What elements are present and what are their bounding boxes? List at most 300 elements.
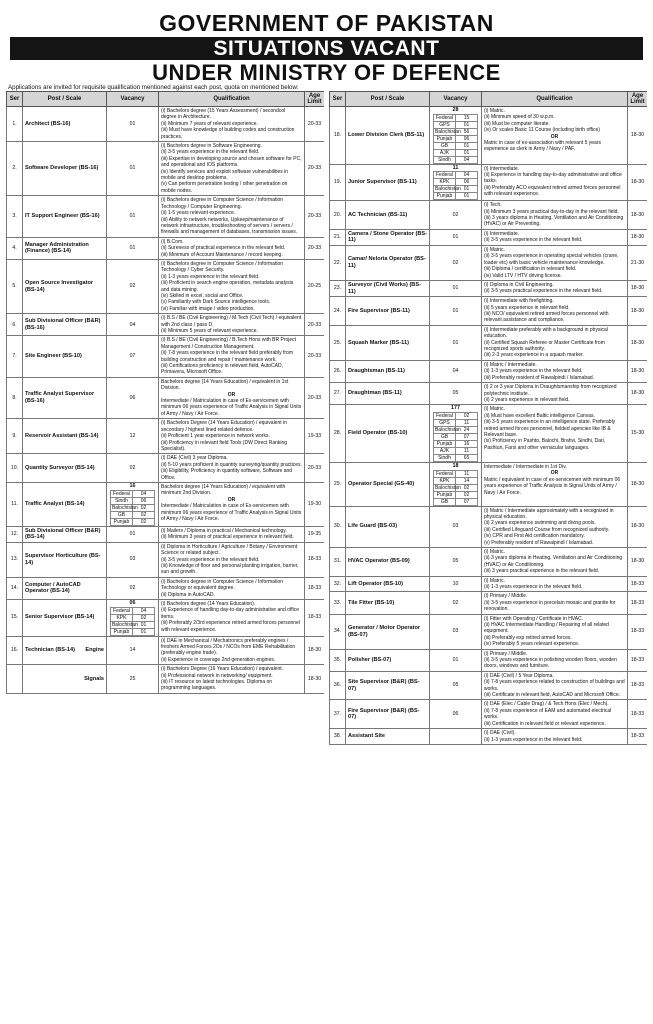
quota-count: 01 bbox=[455, 193, 477, 200]
table-row bbox=[330, 297, 648, 326]
qualification-cell bbox=[482, 700, 628, 729]
age-limit: 15-30 bbox=[628, 405, 648, 463]
quota-region: Sindh bbox=[433, 156, 455, 163]
serial-number: 31. bbox=[330, 547, 346, 576]
quota-row bbox=[433, 484, 477, 491]
quota-count: 01 bbox=[455, 149, 477, 156]
post-title: Sub Divisional Officer (B&R) (BS-16) bbox=[23, 314, 107, 336]
table-row bbox=[330, 281, 648, 297]
vacancy-count: 06 bbox=[107, 377, 159, 418]
quota-count: 04 bbox=[132, 607, 154, 614]
qualification-line: (iii) Ability to network networks, Upkeep/maintenance of network infrastructure, troubleshooting of servers / servers / firewalls and management of databases, transmission issues. bbox=[161, 216, 298, 236]
table-row bbox=[7, 196, 325, 237]
qualification-line: (iii) Proficiency in relevant field Tools (DW Direct Ranking Specialist). bbox=[161, 439, 288, 452]
quota-count: 01 bbox=[132, 621, 154, 628]
qualification-cell bbox=[159, 542, 305, 577]
qualification-line: Bachelors degree (14 Years Education) / equivalent with minimum 2nd Division. bbox=[161, 483, 286, 497]
age-limit: 18-30 bbox=[628, 547, 648, 576]
qualification-cell bbox=[159, 142, 305, 196]
post-title: IT Support Engineer (BS-16) bbox=[23, 196, 107, 237]
age-limit: 18-33 bbox=[628, 671, 648, 700]
quota-count: 06 bbox=[455, 179, 477, 186]
qualification-cell bbox=[482, 592, 628, 614]
quota-count: 14 bbox=[455, 477, 477, 484]
serial-number: 14. bbox=[7, 577, 23, 599]
qualification-line: (iii) Minimum of Account Maintenance / record keeping. bbox=[161, 251, 283, 258]
qualification-cell bbox=[482, 281, 628, 297]
qualification-line: (iii) Expertise in developing source and chosen software for PC, and operational and IOS platforms. bbox=[161, 155, 302, 169]
quota-row bbox=[433, 447, 477, 454]
right-column bbox=[329, 91, 647, 1019]
quota-count: 16 bbox=[455, 440, 477, 447]
post-title: Site Supervisor (B&R) (BS-07) bbox=[346, 671, 430, 700]
quota-row bbox=[433, 156, 477, 163]
table-row bbox=[330, 246, 648, 281]
qualification-line: (ii) Minimum speed of 30 w.p.m. bbox=[484, 114, 555, 121]
qualification-line: (iv) Proficiency in Pashto, Balochi, Brahvi, Sindhi, Dari, Pashtun, Farsi and other vernacular languages. bbox=[484, 438, 606, 451]
qualification-line: (ii) Diploma in AutoCAD. bbox=[161, 591, 215, 598]
table-row bbox=[7, 237, 325, 259]
quota-count: 04 bbox=[455, 172, 477, 179]
age-limit: 18-33 bbox=[628, 592, 648, 614]
qualification-line: (ii) 3-5 years experience in operating special vehicles (crane, loader etc) with basic vehicle maintenance knowledge. bbox=[484, 253, 619, 266]
serial-number: 33. bbox=[330, 592, 346, 614]
post-title: Reservoir Assistant (BS-14) bbox=[23, 419, 107, 454]
vacancy-count: 01 bbox=[107, 237, 159, 259]
quota-count: 11 bbox=[455, 470, 477, 477]
qualification-line: (iii) 3 years diploma in Heating, Ventilation and Air Conditioning (HVAC) or Air Preventing. bbox=[484, 215, 624, 228]
vacancy-count: 12 bbox=[107, 419, 159, 454]
qualification-line: (ii) 3-5 years experience in polishing wooden floors, wooden doors, windows and furniture. bbox=[484, 657, 617, 670]
vacancy-count: 10 bbox=[430, 576, 482, 592]
qualification-line: (iv) Valid LTV / HTV driving license. bbox=[484, 272, 562, 279]
serial-number: 36. bbox=[330, 671, 346, 700]
vacancy-count: 02 bbox=[430, 246, 482, 281]
quota-row bbox=[433, 426, 477, 433]
vacancy-total: 06 bbox=[129, 599, 136, 606]
quota-count: 11 bbox=[455, 419, 477, 426]
serial-number: 11. bbox=[7, 482, 23, 526]
table-row bbox=[330, 383, 648, 405]
quota-count: 01 bbox=[455, 121, 477, 128]
quota-region: Punjab bbox=[110, 518, 132, 525]
qualification-line: (iii) Certified Lifeguard Course from recognized authority. bbox=[484, 526, 610, 533]
serial-number: 32. bbox=[330, 576, 346, 592]
quota-region: Sindh bbox=[433, 454, 455, 461]
qualification-line: (i) Fitter with Operating / Certificate in HVAC. bbox=[484, 615, 584, 622]
serial-number: 22. bbox=[330, 246, 346, 281]
qualification-line: (i) Bachelors degree in Computer Science / Information Technology / Cyber Security. bbox=[161, 260, 284, 274]
qualification-line: (i) Diploma in Civil Engineering. bbox=[484, 282, 554, 289]
quota-row bbox=[433, 114, 477, 121]
serial-number: 18. bbox=[330, 107, 346, 165]
header-ministry: UNDER MINISTRY OF DEFENCE bbox=[152, 60, 501, 85]
qualification-line: (iii) Must be computer literate. bbox=[484, 120, 550, 127]
quota-count: 24 bbox=[455, 426, 477, 433]
qualification-line: (i) Matric. bbox=[484, 548, 505, 555]
quota-table bbox=[110, 607, 155, 636]
qualification-line: (ii) 7-8 years experience in the relevant field preferably from building construction and repair / maintenance work. bbox=[161, 350, 294, 363]
qualification-cell bbox=[159, 336, 305, 377]
qualification-line: (iii) 3-5 years experience in an intelligence state. Preferably retired armed forces personnel, fielded agencies like IB & Relevant base. bbox=[484, 419, 616, 438]
qualification-cell bbox=[159, 377, 305, 418]
qualification-line: (i) Intermediate. bbox=[484, 230, 520, 237]
qualification-line: (vi) Familiar with image / video production. bbox=[161, 305, 255, 312]
post-title: Lift Operator (BS-10) bbox=[346, 576, 430, 592]
quota-table bbox=[433, 470, 478, 506]
age-limit: 20-33 bbox=[305, 336, 325, 377]
vacancy-count bbox=[430, 462, 482, 506]
quota-table bbox=[110, 490, 155, 526]
qualification-line: (i) Intermediate with firefighting. bbox=[484, 298, 554, 305]
post-subtype: Engine bbox=[85, 647, 104, 654]
quota-region: Punjab bbox=[433, 491, 455, 498]
vacancy-count: 02 bbox=[107, 577, 159, 599]
age-limit: 18-33 bbox=[628, 700, 648, 729]
quota-region: Federal bbox=[110, 490, 132, 497]
qualification-cell bbox=[482, 405, 628, 463]
table-body-left bbox=[7, 107, 325, 694]
vacancy-count: 14 bbox=[107, 636, 159, 665]
serial-number: 35. bbox=[330, 649, 346, 671]
quota-region: Punjab bbox=[433, 135, 455, 142]
quota-region: Balochistan bbox=[434, 426, 461, 433]
quota-count: 65 bbox=[455, 454, 477, 461]
table-row bbox=[330, 649, 648, 671]
serial-number: 30. bbox=[330, 506, 346, 547]
quota-row bbox=[433, 121, 477, 128]
qualification-line: (i) Intermediate preferably with a background in physical education. bbox=[484, 326, 608, 340]
age-limit: 18-30 bbox=[628, 325, 648, 360]
quota-row bbox=[433, 491, 477, 498]
qualification-line: (i) Matric / Intermediate approximately with a recognized in physical education. bbox=[484, 507, 614, 520]
table-row bbox=[330, 229, 648, 245]
quota-region: KPK bbox=[433, 477, 455, 484]
vacancy-total: 11 bbox=[452, 164, 459, 171]
post-title: Traffic Analyst Supervisor (BS-16) bbox=[23, 377, 107, 418]
quota-region: Federal bbox=[110, 607, 132, 614]
qualification-line: (i) Bachelors Degree (16 Years Education) / equivalent. bbox=[161, 666, 284, 673]
table-row bbox=[7, 377, 325, 418]
vacancy-count bbox=[430, 405, 482, 463]
qualification-line: (ii) 3-5 years experience in the relevant field. bbox=[161, 149, 260, 156]
table-row bbox=[330, 614, 648, 649]
age-limit: 18-33 bbox=[305, 542, 325, 577]
qualification-line: (ii) 3-5 years practical experience in the relevant field. bbox=[484, 288, 603, 295]
quota-region: GPS bbox=[433, 419, 455, 426]
qualification-line: (i) Matric. bbox=[484, 577, 505, 584]
serial-number: 6. bbox=[7, 314, 23, 336]
quota-row bbox=[433, 454, 477, 461]
serial-number: 24. bbox=[330, 297, 346, 326]
qualification-cell bbox=[482, 297, 628, 326]
qualification-line: Intermediate / Matriculation in case of Ex-servicemen with minimum 06 years experience of Traffic Analysis in Signal Units of Army / Navy / Air Force. bbox=[161, 503, 302, 522]
col-header-sr: Ser bbox=[330, 92, 346, 107]
vacancy-total: 16 bbox=[129, 482, 136, 489]
quota-region: AJK bbox=[433, 447, 455, 454]
post-title: Camar/ Neloria Operator (BS-11) bbox=[346, 246, 430, 281]
serial-number: 7. bbox=[7, 336, 23, 377]
age-limit: 18-30 bbox=[305, 665, 325, 694]
qualification-line: (iv) Identify services and exploit software vulnerabilities in mobile and desktop problems. bbox=[161, 168, 288, 182]
quota-region: Balochistan bbox=[111, 621, 138, 628]
table-row bbox=[330, 360, 648, 382]
col-header-age: Age Limit bbox=[305, 92, 325, 107]
qualification-line: (ii) 1-3 years experience in the relevant field. bbox=[484, 583, 583, 590]
qualification-line: (ii) 2 years experience swimming and diving pools. bbox=[484, 520, 596, 527]
vacancy-count bbox=[430, 164, 482, 201]
qualification-line: (i) DAE (Civil) 3 year Diploma. bbox=[161, 455, 228, 462]
post-title: Manager Administration (Finance) (BS-14) bbox=[23, 237, 107, 259]
post-title: Technician (BS-14) Engine bbox=[23, 636, 107, 665]
quota-count: 04 bbox=[132, 490, 154, 497]
quota-count: 01 bbox=[455, 186, 477, 193]
post-title: Senior Supervisor (BS-14) bbox=[23, 599, 107, 636]
qualification-cell bbox=[482, 462, 628, 506]
quota-region: GB bbox=[433, 433, 455, 440]
qualification-cell bbox=[482, 649, 628, 671]
post-title: HVAC Operator (BS-09) bbox=[346, 547, 430, 576]
quota-row bbox=[110, 614, 154, 621]
age-limit: 18-30 bbox=[628, 297, 648, 326]
qualification-line: OR bbox=[550, 470, 559, 477]
serial-number: 27. bbox=[330, 383, 346, 405]
vacancy-count: 01 bbox=[430, 297, 482, 326]
serial-number: 28. bbox=[330, 405, 346, 463]
quota-row bbox=[110, 511, 154, 518]
table-row bbox=[330, 592, 648, 614]
quota-region: Balochistan bbox=[434, 186, 461, 193]
quota-row bbox=[433, 128, 477, 135]
qualification-line: (i) Bachelors degree (14 Years Education). bbox=[161, 600, 256, 607]
quota-row bbox=[110, 497, 154, 504]
qualification-cell bbox=[159, 314, 305, 336]
serial-number: 34. bbox=[330, 614, 346, 649]
qualification-line: (iv) Preferably 5 years relevant experience. bbox=[484, 641, 580, 648]
vacancy-count: 01 bbox=[430, 229, 482, 245]
post-title: Junior Supervisor (BS-11) bbox=[346, 164, 430, 201]
qualification-cell bbox=[159, 577, 305, 599]
qualification-line: (i) B.S / BE (Civil Engineering) / M.Tech (Civil Tech) / equivalent with 2nd class / pass D. bbox=[161, 315, 302, 328]
post-subtype: Signals bbox=[84, 675, 104, 682]
serial-number: 9. bbox=[7, 419, 23, 454]
quota-row bbox=[433, 498, 477, 505]
quota-row bbox=[433, 142, 477, 149]
age-limit: 20-33 bbox=[305, 107, 325, 142]
qualification-line: (iii) Eligibility, Proficiency in quantity software, Software and Office. bbox=[161, 468, 293, 481]
quota-region: GB bbox=[433, 498, 455, 505]
qualification-line: (i) Bachelors degree (15 Years Assessment) / secondcol degree in Architecture. bbox=[161, 108, 286, 121]
vacancy-count: 02 bbox=[430, 201, 482, 230]
qualification-line: (i) Primary / Middle. bbox=[484, 650, 528, 657]
serial-number: 20. bbox=[330, 201, 346, 230]
age-limit: 18-30 bbox=[628, 383, 648, 405]
qualification-line: (ii) 2 years experience in relevant field. bbox=[484, 396, 570, 403]
serial-number: 1. bbox=[7, 107, 23, 142]
qualification-line: (ii) Experience in handling day-to-day administrative and office tasks. bbox=[484, 172, 622, 185]
vacancy-count: 01 bbox=[107, 107, 159, 142]
qualification-line: (i) Tech. bbox=[484, 202, 502, 209]
vacancy-count: 02 bbox=[107, 454, 159, 483]
table-row bbox=[330, 576, 648, 592]
vacancy-count bbox=[107, 482, 159, 526]
quota-table bbox=[433, 114, 478, 164]
vacancy-count: 07 bbox=[107, 336, 159, 377]
vacancy-count: 03 bbox=[430, 506, 482, 547]
quota-region: Punjab bbox=[433, 440, 455, 447]
quota-region: GB bbox=[433, 142, 455, 149]
qualification-line: Matric in case of ex-association with relevant 5 years experience as clerk in Army / Navy / PAF. bbox=[484, 140, 601, 153]
post-title: Computer / AutoCAD Operator (BS-14) bbox=[23, 577, 107, 599]
quota-region: Punjab bbox=[110, 628, 132, 635]
age-limit: 18-30 bbox=[628, 164, 648, 201]
vacancy-count: 02 bbox=[430, 592, 482, 614]
table-row bbox=[7, 542, 325, 577]
serial-number bbox=[7, 665, 23, 694]
quota-row bbox=[110, 490, 154, 497]
quota-count: 02 bbox=[132, 518, 154, 525]
age-limit: 18-30 bbox=[628, 506, 648, 547]
vacancy-count: 05 bbox=[430, 671, 482, 700]
vacancy-total: 177 bbox=[451, 405, 460, 412]
vacancy-count: 04 bbox=[107, 314, 159, 336]
qualification-line: (iii) Certifications proficiency in relevant field, AutoCAD, Primavera, Microsoft Office. bbox=[161, 363, 283, 376]
qualification-line: OR bbox=[227, 496, 236, 503]
quota-count: 02 bbox=[132, 504, 154, 511]
table-row bbox=[7, 107, 325, 142]
post-title: Camera / Stone Operator (BS-11) bbox=[346, 229, 430, 245]
qualification-line: (ii) Proficient 1 year experience in network works. bbox=[161, 433, 270, 440]
qualification-line: Matric / equivalent in case of ex-servicemen with minimum 06 years experience of Traffic Analysis in Signal Units of Army / Navy / Air Force. bbox=[484, 476, 621, 496]
table-row bbox=[7, 599, 325, 636]
vacancy-count: 01 bbox=[430, 649, 482, 671]
post-title: Generator / Motor Operator (BS-07) bbox=[346, 614, 430, 649]
qualification-cell bbox=[482, 547, 628, 576]
qualification-line: (ii) 7-8 years experience of EAM and automated electrical works. bbox=[484, 707, 612, 721]
vacancy-count bbox=[430, 107, 482, 165]
age-limit: 20-33 bbox=[305, 377, 325, 418]
quota-count: 02 bbox=[132, 614, 154, 621]
quota-region: AJK bbox=[433, 149, 455, 156]
serial-number: 21. bbox=[330, 229, 346, 245]
qualification-line: (i) Primary / Middle. bbox=[484, 593, 528, 600]
vacancy-total: 28 bbox=[452, 107, 459, 113]
qualification-cell bbox=[482, 164, 628, 201]
post-title: Architect (BS-16) bbox=[23, 107, 107, 142]
quota-row bbox=[433, 179, 477, 186]
qualification-line: (ii) Minimum 5 years of relevant experience. bbox=[161, 328, 258, 334]
qualification-cell bbox=[482, 325, 628, 360]
qualification-line: (ii) Certified Squash Referee or Master Certificate from recognized sports authority. bbox=[484, 339, 605, 353]
qualification-line: (i) DAE (Civil). bbox=[484, 730, 516, 737]
col-header-post: Post / Scale bbox=[23, 92, 107, 107]
post-title: Supervisor Horticulture (BS-14) bbox=[23, 542, 107, 577]
post-title bbox=[23, 665, 107, 694]
vacancy-count: 25 bbox=[107, 665, 159, 694]
quota-count: 02 bbox=[455, 412, 477, 419]
qualification-line: (ii) 3-5 years experience in the relevant field. bbox=[161, 556, 260, 563]
age-limit: 21-30 bbox=[628, 246, 648, 281]
post-title: Site Engineer (BS-10) bbox=[23, 336, 107, 377]
quota-row bbox=[433, 433, 477, 440]
serial-number: 25. bbox=[330, 325, 346, 360]
qualification-line: (v) Can perform penetration testing / other penetration on mobile nodes. bbox=[161, 181, 288, 194]
qualification-cell bbox=[482, 229, 628, 245]
table-row bbox=[330, 462, 648, 506]
qualification-line: (ii) 5 years experience in relevant field. bbox=[484, 304, 570, 311]
qualification-line: (i) Matric. bbox=[484, 247, 505, 253]
qualification-line: (i) B.Com. bbox=[161, 238, 184, 245]
quota-row bbox=[433, 135, 477, 142]
qualification-line: (i) Bachelors Degree (14 Years Education) / equivalent in secondary / highest lined related defence. bbox=[161, 420, 287, 433]
qualification-line: (iii) IT resource on latest technologies. Diploma on programming languages. bbox=[161, 679, 273, 692]
age-limit: 20-25 bbox=[305, 259, 325, 313]
qualification-line: (iii) Preferably ACO equivalent retired armed forces personnel with relevant experience. bbox=[484, 184, 621, 198]
qualification-line: (ii) Experience in coverage 2nd generation engines. bbox=[161, 656, 276, 663]
table-row bbox=[330, 729, 648, 745]
qualification-cell bbox=[159, 482, 305, 526]
table-row bbox=[330, 325, 648, 360]
qualification-line: (ii) 1-3 years experience in the relevant field. bbox=[161, 273, 260, 280]
quota-count: 15 bbox=[455, 114, 477, 121]
quota-count: 04 bbox=[455, 156, 477, 163]
qualification-line: (ii) 3 years diploma in Heating, Ventilation and Air Conditioning (HVAC) or Air Conditioning. bbox=[484, 555, 623, 568]
qualification-line: Intermediate / Matriculation in case of Ex-servicemen with minimum 06 years experience of Traffic Analysis in Signal Units of Army / Navy / Air Force. bbox=[161, 398, 302, 417]
quota-region: Balochistan bbox=[111, 504, 138, 511]
vacancy-count bbox=[430, 729, 482, 745]
col-header-qualification: Qualification bbox=[159, 92, 305, 107]
qualification-line: (i) Matric / Intermediate. bbox=[484, 361, 537, 368]
col-header-vacancy: Vacancy bbox=[430, 92, 482, 107]
table-row bbox=[7, 577, 325, 599]
table-row bbox=[7, 454, 325, 483]
age-limit: 20-33 bbox=[305, 454, 325, 483]
serial-number: 26. bbox=[330, 360, 346, 382]
table-body-right bbox=[330, 107, 648, 745]
quota-table bbox=[433, 412, 478, 462]
quota-row bbox=[433, 412, 477, 419]
vacancy-count: 01 bbox=[430, 281, 482, 297]
age-limit: 20-33 bbox=[305, 196, 325, 237]
qualification-cell bbox=[482, 360, 628, 382]
vacancy-count: 03 bbox=[430, 614, 482, 649]
quota-row bbox=[110, 518, 154, 525]
qualification-line: (ii) Minimum 3 years practical day-to-day in the relevant field. bbox=[484, 208, 619, 215]
qualification-line: (i) B.S / BE (Civil Engineering) / B.Tech Hons with BR Project Management / Construction Management. bbox=[161, 337, 297, 350]
qualification-cell bbox=[482, 107, 628, 165]
post-title: Fire Supervisor (B&R) (BS-07) bbox=[346, 700, 430, 729]
header-situations-vacant: SITUATIONS VACANT bbox=[10, 37, 643, 60]
quota-count: 06 bbox=[132, 497, 154, 504]
qualification-line: (iii) Must have knowledge of building codes and construction practices. bbox=[161, 127, 295, 140]
qualification-line: (i) Diploma in Horticulture / Agriculture / Botany / Environment Science or related subject. bbox=[161, 543, 298, 557]
age-limit: 19-30 bbox=[305, 482, 325, 526]
quota-row bbox=[433, 193, 477, 200]
qualification-cell bbox=[159, 526, 305, 542]
quota-count: 06 bbox=[455, 135, 477, 142]
age-limit: 20-33 bbox=[305, 237, 325, 259]
quota-count: 02 bbox=[132, 511, 154, 518]
age-limit: 20-33 bbox=[305, 314, 325, 336]
serial-number: 8. bbox=[7, 377, 23, 418]
quota-region: Federal bbox=[433, 172, 455, 179]
vacancy-count: 01 bbox=[430, 325, 482, 360]
post-title: Operator Special (GS-40) bbox=[346, 462, 430, 506]
age-limit: 18-30 bbox=[628, 462, 648, 506]
serial-number: 29. bbox=[330, 462, 346, 506]
quota-count: 02 bbox=[455, 491, 477, 498]
qualification-line: (i) Bachelors degree in Computer Science / Information Technology or equivalent degree. bbox=[161, 578, 284, 592]
